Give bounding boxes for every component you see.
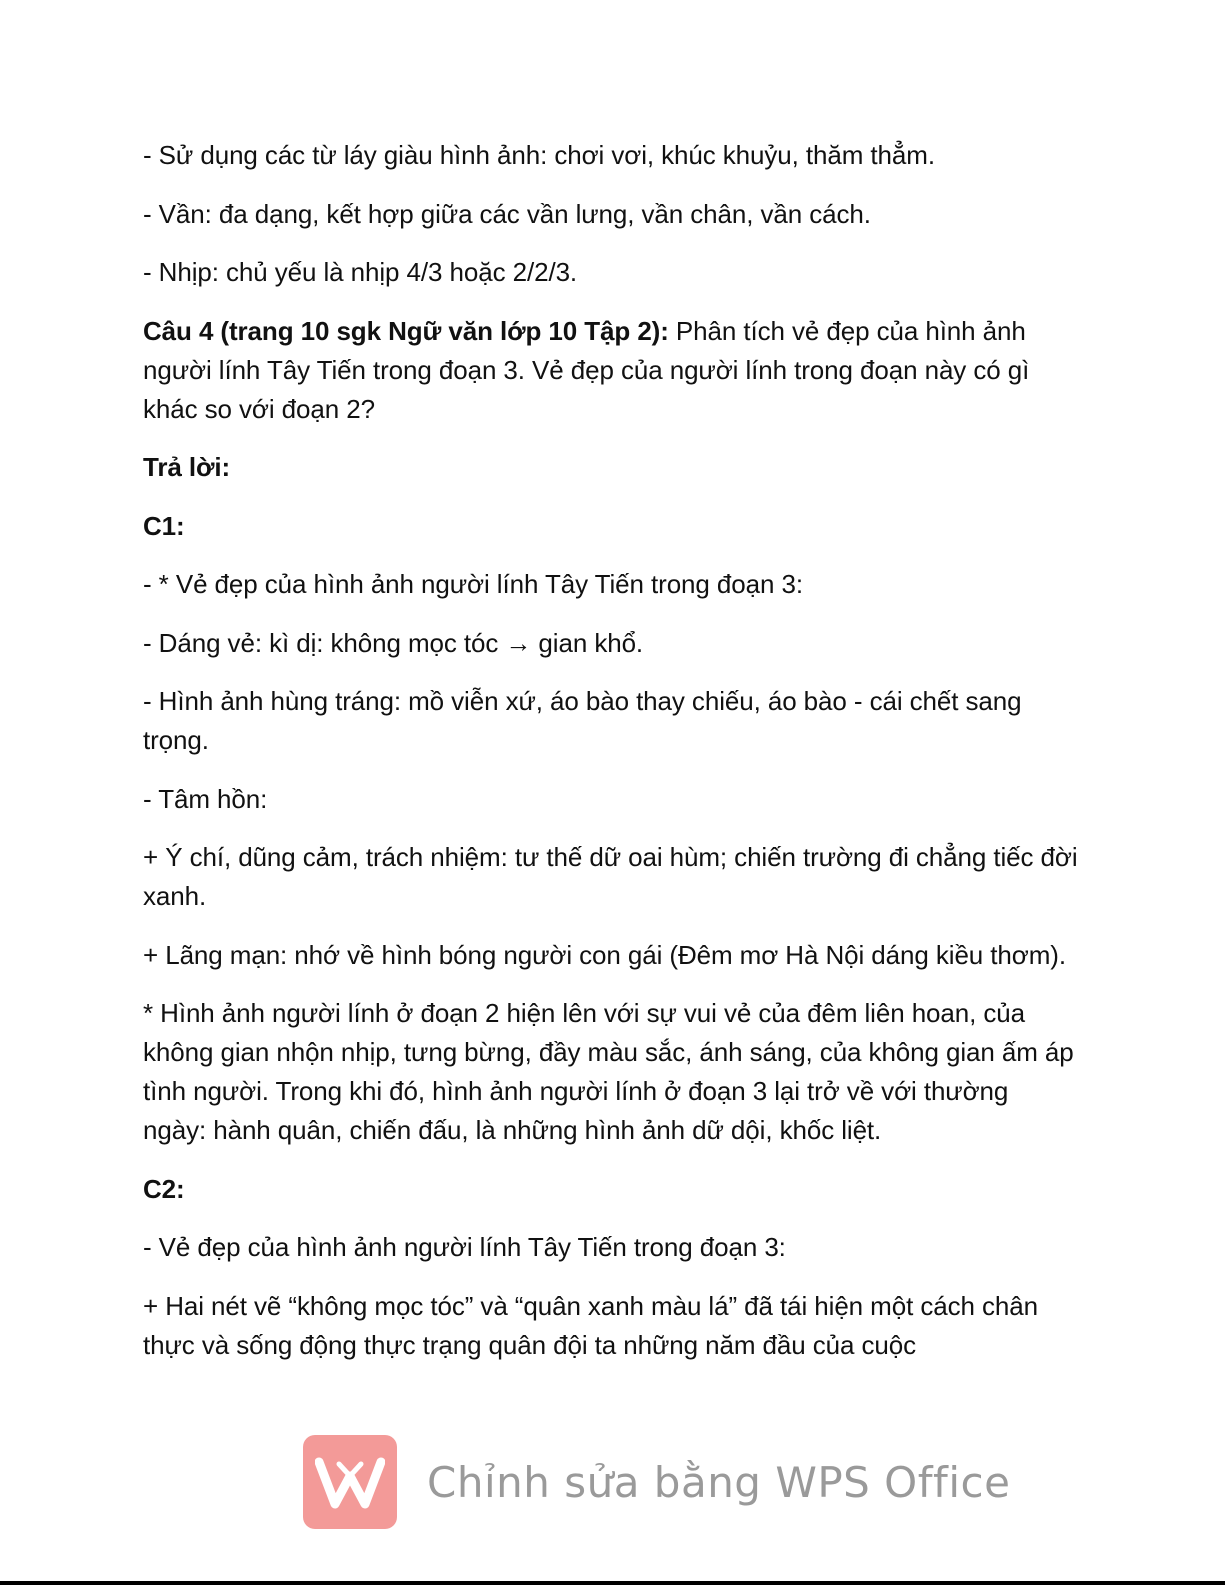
bottom-border [0, 1581, 1225, 1585]
paragraph-11: + Ý chí, dũng cảm, trách nhiệm: tư thế dữ oai hùm; chiến trường đi chẳng tiếc đời xanh. [143, 842, 1078, 911]
wps-brand-text[interactable]: Chỉnh sửa bằng WPS Office [427, 1457, 1011, 1507]
paragraph-1: - Sử dụng các từ láy giàu hình ảnh: chơi vơi, khúc khuỷu, thăm thẳm. [143, 140, 935, 170]
wps-logo-icon[interactable] [303, 1435, 397, 1529]
answer-heading: Trả lời: [143, 452, 231, 482]
paragraph-10: - Tâm hồn: [143, 783, 268, 814]
paragraph-12: + Lãng mạn: nhớ về hình bóng người con gái (Đêm mơ Hà Nội dáng kiều thơm). [143, 939, 1066, 970]
section-c1-heading: C1: [143, 510, 185, 541]
document-page [143, 136, 1078, 1384]
paragraph-9: - Hình ảnh hùng tráng: mồ viễn xứ, áo bào thay chiếu, áo bào - cái chết sang trọng. [143, 686, 1022, 755]
paragraph-2: - Vần: đa dạng, kết hợp giữa các vần lưng, vần chân, vần cách. [143, 198, 871, 229]
paragraph-8: - Dáng vẻ: kì dị: không mọc tóc → gian khổ. [143, 627, 644, 658]
paragraph-16: + Hai nét vẽ “không mọc tóc” và “quân xanh màu lá” đã tái hiện một cách chân thực và sống động thực trạng quân đội ta những năm đầu của cuộc [143, 1290, 1038, 1360]
question-4: Câu 4 (trang 10 sgk Ngữ văn lớp 10 Tập 2): Phân tích vẻ đẹp của hình ảnh người lính Tây Tiến trong đoạn 3. Vẻ đẹp của người lính trong đoạn này có gì khác so với đoạn 2? [143, 315, 1030, 424]
question-label: Câu 4 (trang 10 sgk Ngữ văn lớp 10 Tập 2): [143, 315, 669, 346]
paragraph-13: * Hình ảnh người lính ở đoạn 2 hiện lên với sự vui vẻ của đêm liên hoan, của không gian nhộn nhịp, tưng bừng, đầy màu sắc, ánh sáng, của không gian ấm áp tình người. Trong khi đó, hình ảnh người lính ở đoạn 3 lại trở về với thường ngày: hành quân, chiến đấu, là những hình ảnh dữ dội, khốc liệt. [143, 998, 1074, 1145]
paragraph-3: - Nhịp: chủ yếu là nhịp 4/3 hoặc 2/2/3. [143, 257, 578, 287]
section-c2-heading: C2: [143, 1173, 185, 1204]
paragraph-7: - * Vẻ đẹp của hình ảnh người lính Tây Tiến trong đoạn 3: [143, 569, 803, 599]
wps-watermark[interactable] [303, 1434, 1010, 1530]
paragraph-15: - Vẻ đẹp của hình ảnh người lính Tây Tiến trong đoạn 3: [143, 1232, 786, 1262]
